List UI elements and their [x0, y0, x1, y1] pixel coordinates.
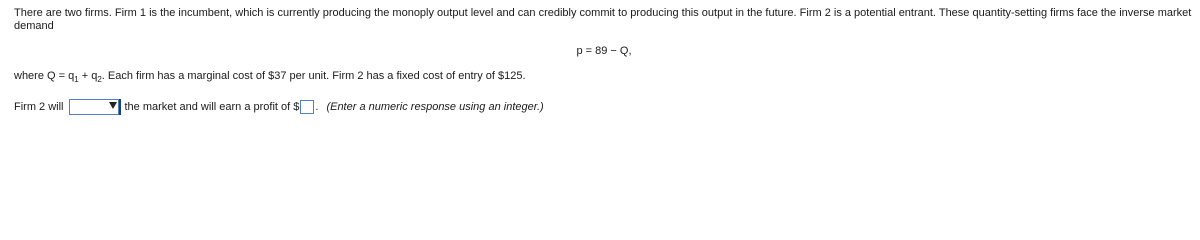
- demand-equation: [0, 45, 1200, 57]
- where-prefix: where Q = q: [14, 70, 75, 82]
- answer-hint: (Enter a numeric response using an integer.): [326, 101, 544, 113]
- where-rest: . Each firm has a marginal cost of $37 per unit. Firm 2 has a fixed cost of entry of $125.: [101, 70, 526, 82]
- answer-middle-text: the market and will earn a profit of $: [124, 101, 300, 113]
- dropdown-caret-icon[interactable]: [109, 102, 117, 109]
- problem-intro-text: There are two firms. Firm 1 is the incumbent, which is currently producing the monoply output level and can credibly commit to producing this output in the future. Firm 2 is a potential entrant. These quantity-setting firms face the inverse market demand: [14, 7, 1192, 32]
- subscript-1: 1: [74, 75, 79, 84]
- answer-line: [14, 98, 544, 116]
- entry-decision-select[interactable]: [69, 99, 119, 115]
- answer-period: .: [315, 101, 319, 113]
- problem-statement: [14, 7, 1194, 33]
- profit-input[interactable]: [300, 100, 314, 114]
- answer-lead-text: Firm 2 will: [14, 101, 64, 113]
- demand-equation-text: p = 89 − Q,: [576, 45, 632, 57]
- where-plus: + q: [78, 70, 98, 82]
- select-divider: [119, 99, 121, 115]
- definition-line: [14, 70, 526, 82]
- subscript-2: 2: [97, 75, 102, 84]
